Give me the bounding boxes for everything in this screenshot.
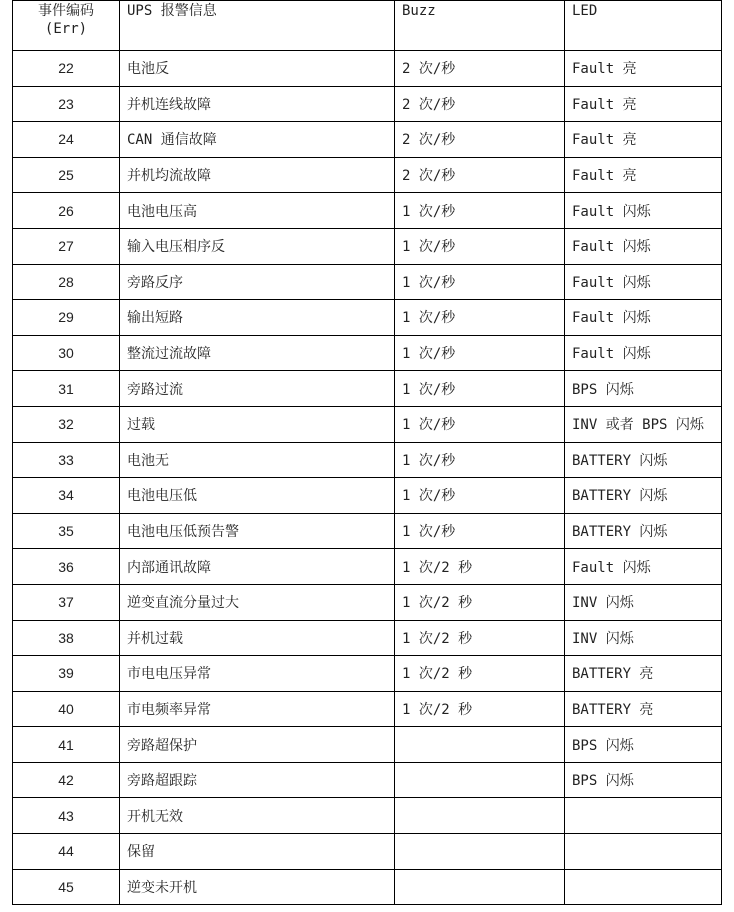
alarm-info-cell: 逆变直流分量过大 [120,584,395,620]
header-buzz: Buzz [395,1,565,51]
led-cell: BATTERY 闪烁 [565,442,722,478]
alarm-info-cell: 整流过流故障 [120,335,395,371]
event-code-cell: 22 [13,51,120,87]
event-code-cell: 27 [13,228,120,264]
led-cell: BATTERY 闪烁 [565,478,722,514]
event-code-cell: 42 [13,762,120,798]
buzz-cell: 1 次/秒 [395,371,565,407]
event-code-cell: 39 [13,656,120,692]
alarm-info-cell: 市电频率异常 [120,691,395,727]
table-row [13,228,722,264]
buzz-cell: 1 次/秒 [395,193,565,229]
led-cell: Fault 闪烁 [565,549,722,585]
table-row [13,157,722,193]
table-row [13,549,722,585]
event-code-cell: 23 [13,86,120,122]
table-row [13,86,722,122]
buzz-cell: 2 次/秒 [395,157,565,193]
alarm-info-cell: CAN 通信故障 [120,122,395,158]
table-row [13,300,722,336]
led-cell: Fault 闪烁 [565,193,722,229]
event-code-cell: 28 [13,264,120,300]
event-code-cell: 29 [13,300,120,336]
alarm-info-cell: 旁路过流 [120,371,395,407]
led-cell: Fault 闪烁 [565,335,722,371]
table-row [13,584,722,620]
event-code-cell: 30 [13,335,120,371]
led-cell: Fault 闪烁 [565,264,722,300]
table-row [13,264,722,300]
table-row [13,406,722,442]
table-row [13,869,722,905]
event-code-cell: 34 [13,478,120,514]
header-event-code-line1: 事件编码 [38,3,94,19]
led-cell: BATTERY 闪烁 [565,513,722,549]
led-cell: BPS 闪烁 [565,762,722,798]
alarm-info-cell: 并机均流故障 [120,157,395,193]
buzz-cell: 2 次/秒 [395,86,565,122]
event-code-cell: 24 [13,122,120,158]
alarm-info-cell: 旁路超保护 [120,727,395,763]
buzz-cell: 1 次/秒 [395,335,565,371]
led-cell: BATTERY 亮 [565,656,722,692]
ups-alarm-table [12,0,722,905]
buzz-cell: 1 次/2 秒 [395,620,565,656]
table-row [13,442,722,478]
alarm-info-cell: 电池反 [120,51,395,87]
led-cell [565,798,722,834]
led-cell: INV 闪烁 [565,620,722,656]
led-cell [565,869,722,905]
event-code-cell: 40 [13,691,120,727]
table-row [13,656,722,692]
led-cell: Fault 闪烁 [565,228,722,264]
header-led: LED [565,1,722,51]
buzz-cell: 1 次/秒 [395,442,565,478]
buzz-cell: 1 次/秒 [395,513,565,549]
led-cell: Fault 亮 [565,122,722,158]
alarm-info-cell: 电池电压低预告警 [120,513,395,549]
event-code-cell: 37 [13,584,120,620]
table-row [13,762,722,798]
table-body [13,51,722,905]
alarm-info-cell: 保留 [120,834,395,870]
buzz-cell [395,727,565,763]
alarm-info-cell: 并机连线故障 [120,86,395,122]
table-row [13,798,722,834]
alarm-info-cell: 电池无 [120,442,395,478]
table-row [13,51,722,87]
table-row [13,727,722,763]
event-code-cell: 43 [13,798,120,834]
buzz-cell [395,762,565,798]
alarm-info-cell: 输出短路 [120,300,395,336]
alarm-info-cell: 内部通讯故障 [120,549,395,585]
event-code-cell: 36 [13,549,120,585]
buzz-cell [395,869,565,905]
alarm-info-cell: 电池电压高 [120,193,395,229]
table-row [13,122,722,158]
alarm-info-cell: 市电电压异常 [120,656,395,692]
led-cell: INV 或者 BPS 闪烁 [565,406,722,442]
event-code-cell: 35 [13,513,120,549]
table-row [13,478,722,514]
header-event-code-line2: (Err) [44,21,88,37]
table-row [13,193,722,229]
buzz-cell [395,834,565,870]
event-code-cell: 44 [13,834,120,870]
alarm-info-cell: 输入电压相序反 [120,228,395,264]
led-cell: Fault 闪烁 [565,300,722,336]
led-cell [565,834,722,870]
event-code-cell: 32 [13,406,120,442]
event-code-cell: 38 [13,620,120,656]
led-cell: Fault 亮 [565,86,722,122]
table-row [13,371,722,407]
led-cell: INV 闪烁 [565,584,722,620]
buzz-cell [395,798,565,834]
buzz-cell: 1 次/2 秒 [395,584,565,620]
alarm-info-cell: 电池电压低 [120,478,395,514]
table-row [13,834,722,870]
buzz-cell: 1 次/秒 [395,406,565,442]
buzz-cell: 1 次/2 秒 [395,549,565,585]
event-code-cell: 26 [13,193,120,229]
buzz-cell: 1 次/秒 [395,478,565,514]
header-alarm-info: UPS 报警信息 [120,1,395,51]
header-row [13,1,722,51]
buzz-cell: 1 次/秒 [395,300,565,336]
alarm-info-cell: 逆变未开机 [120,869,395,905]
buzz-cell: 2 次/秒 [395,51,565,87]
led-cell: BATTERY 亮 [565,691,722,727]
alarm-info-cell: 旁路反序 [120,264,395,300]
buzz-cell: 1 次/秒 [395,264,565,300]
alarm-info-cell: 并机过载 [120,620,395,656]
alarm-info-cell: 旁路超跟踪 [120,762,395,798]
buzz-cell: 1 次/秒 [395,228,565,264]
table-row [13,513,722,549]
table-row [13,691,722,727]
event-code-cell: 31 [13,371,120,407]
header-event-code [13,1,120,51]
event-code-cell: 25 [13,157,120,193]
buzz-cell: 1 次/2 秒 [395,691,565,727]
table-row [13,335,722,371]
alarm-info-cell: 开机无效 [120,798,395,834]
event-code-cell: 45 [13,869,120,905]
event-code-cell: 41 [13,727,120,763]
led-cell: BPS 闪烁 [565,727,722,763]
alarm-info-cell: 过载 [120,406,395,442]
buzz-cell: 1 次/2 秒 [395,656,565,692]
led-cell: Fault 亮 [565,51,722,87]
table-row [13,620,722,656]
event-code-cell: 33 [13,442,120,478]
buzz-cell: 2 次/秒 [395,122,565,158]
led-cell: Fault 亮 [565,157,722,193]
led-cell: BPS 闪烁 [565,371,722,407]
